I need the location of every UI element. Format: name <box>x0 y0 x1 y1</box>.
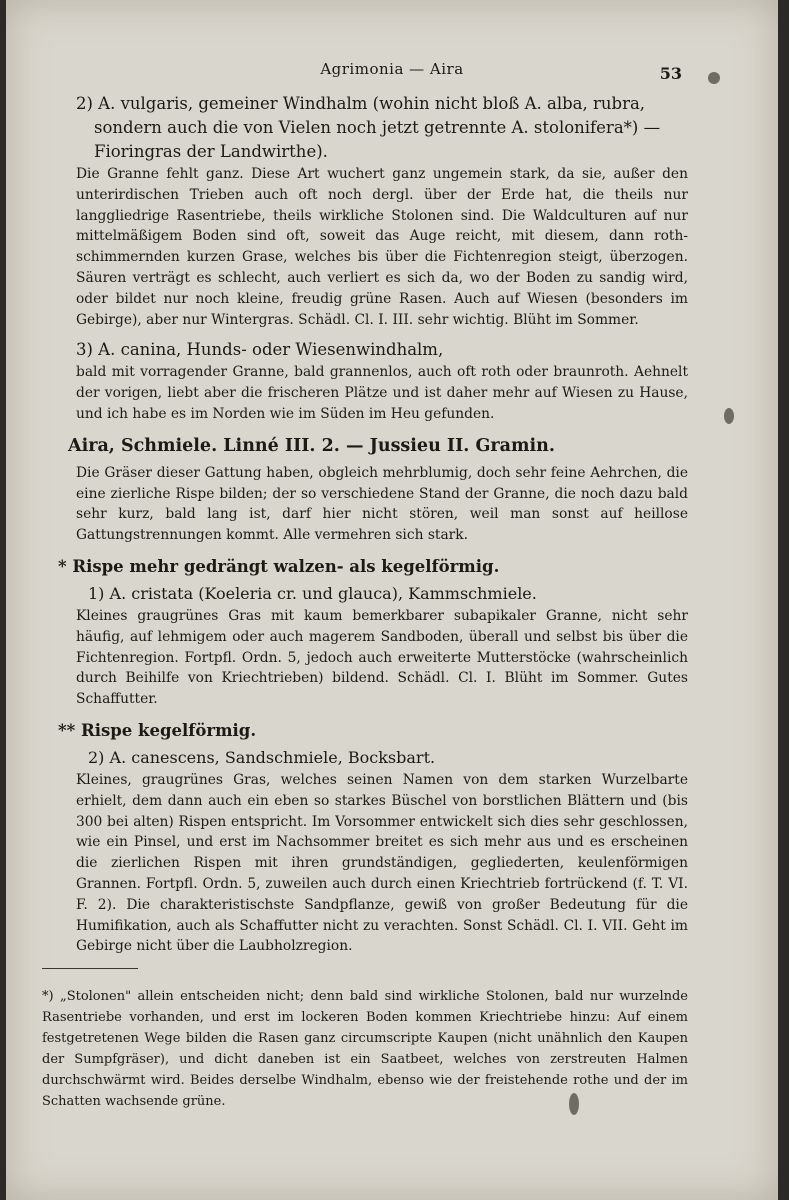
entry-heading: 2) A. vulgaris, gemeiner Windhalm (wohin nicht bloß A. alba, rubra, sondern auch die von Vielen noch jetzt getrennte A. stolonifera*) — Fioringras der Landwirthe). <box>76 94 661 161</box>
book-page <box>6 0 778 1200</box>
ink-spot <box>569 1093 579 1115</box>
genus-description: Die Gräser dieser Gattung haben, obgleich mehrblumig, doch sehr feine Aehrchen, die eine zierliche Rispe bilden; der so verschiedene Stand der Granne, die noch dazu bald sehr kurz, bald lang ist, darf hier nicht stören, weil man sonst auf heillose Gattungstrennungen kommt. Alle vermehren sich stark. <box>76 464 688 544</box>
group-heading: * Rispe mehr gedrängt walzen- als kegelförmig. <box>58 556 500 576</box>
entry-description: bald mit vorragender Granne, bald grannenlos, auch oft roth oder braunroth. Aehnelt der vorigen, liebt aber die frischeren Plätze und ist daher mehr auf Wiesen zu Hause, und ich habe es im Norden wie im Süden im Heu gefunden. <box>76 364 688 422</box>
footnote-rule <box>42 968 138 969</box>
entry-description: Die Granne fehlt ganz. Diese Art wuchert ganz ungemein stark, da sie, außer den unterirdischen Trieben auch oft noch dergl. über der Erde hat, die theils nur langgliedrige Rasentriebe, theils wirkliche Stolonen sind. Die Waldculturen auf nur mittelmäßigem Boden sind oft, soweit das Auge reicht, mit diesem, dann roth-schimmernden kurzen Grase, welches bis über die Fichtenregion steigt, überzogen. Säuren verträgt es schlecht, auch verliert es sich da, wo der Boden zu sandig wird, oder bildet nur noch kleine, freudig grüne Rasen. Auch auf Wiesen (besonders im Gebirge), aber nur Wintergras. Schädl. Cl. I. III. sehr wichtig. Blüht im Sommer. <box>76 166 688 328</box>
main-text <box>58 92 688 965</box>
ink-spot <box>724 408 734 424</box>
group-heading: ** Rispe kegelförmig. <box>58 720 257 740</box>
footnote: *) „Stolonen" allein entscheiden nicht; denn bald sind wirkliche Stolonen, bald nur wurzelnde Rasentriebe vorhanden, und erst im lockeren Boden kommen Kriechtriebe hinzu: Auf einem festgetretenen Wege bilden die Rasen ganz circumscripte Kaupen (nicht unähnlich den Kaupen der Sumpfgräser), und dicht daneben ist ein Saatbeet, welches von zerstreuten Halmen durchschwärmt wird. Beides derselbe Windhalm, ebenso wie der freistehende rothe und der im Schatten wachsende grüne. <box>42 989 688 1109</box>
entry-heading: 3) A. canina, Hunds- oder Wiesenwindhalm, <box>76 340 444 360</box>
species-heading: 1) A. cristata (Koeleria cr. und glauca), Kammschmiele. <box>88 583 537 603</box>
page-number: 53 <box>659 64 682 83</box>
genus-heading: Aira, Schmiele. Linné III. 2. — Jussieu II. Gramin. <box>68 435 555 456</box>
page-header <box>6 58 778 88</box>
ink-spot <box>708 72 720 84</box>
species-description: Kleines, graugrünes Gras, welches seinen Namen von dem starken Wurzelbarte erhielt, dem dann auch ein eben so starkes Büschel von borstlichen Blättern und (bis 300 bei alten) Rispen entspricht. Im Vorsommer entwickelt sich dies sehr geschlossen, wie ein Pinsel, und erst im Nachsommer breitet es sich mehr aus und es erscheinen die zierlichen Rispen mit ihren grundständigen, gegliederten, keulenförmigen Grannen. Fortpfl. Ordn. 5, zuweilen auch durch einen Kriechtrieb fortrückend (f. T. VI. F. 2). Die charakteristischste Sandpflanze, gewiß von großer Bedeutung für die Humifikation, auch als Schaffutter nicht zu verachten. Sonst Schädl. Cl. I. VII. Geht im Gebirge nicht über die Laubholzregion. <box>76 771 688 955</box>
species-heading: 2) A. canescens, Sandschmiele, Bocksbart. <box>88 747 436 767</box>
running-title: Agrimonia — Aira <box>320 60 464 78</box>
species-description: Kleines graugrünes Gras mit kaum bemerkbarer subapikaler Granne, nicht sehr häufig, auf lehmigem oder auch magerem Sandboden, überall und selbst bis über die Fichtenregion. Fortpfl. Ordn. 5, jedoch auch erweiterte Mutterstöcke (wahrscheinlich durch Beihilfe von Kriechtrieben) bildend. Schädl. Cl. I. Blüht im Sommer. Gutes Schaffutter. <box>76 607 688 708</box>
